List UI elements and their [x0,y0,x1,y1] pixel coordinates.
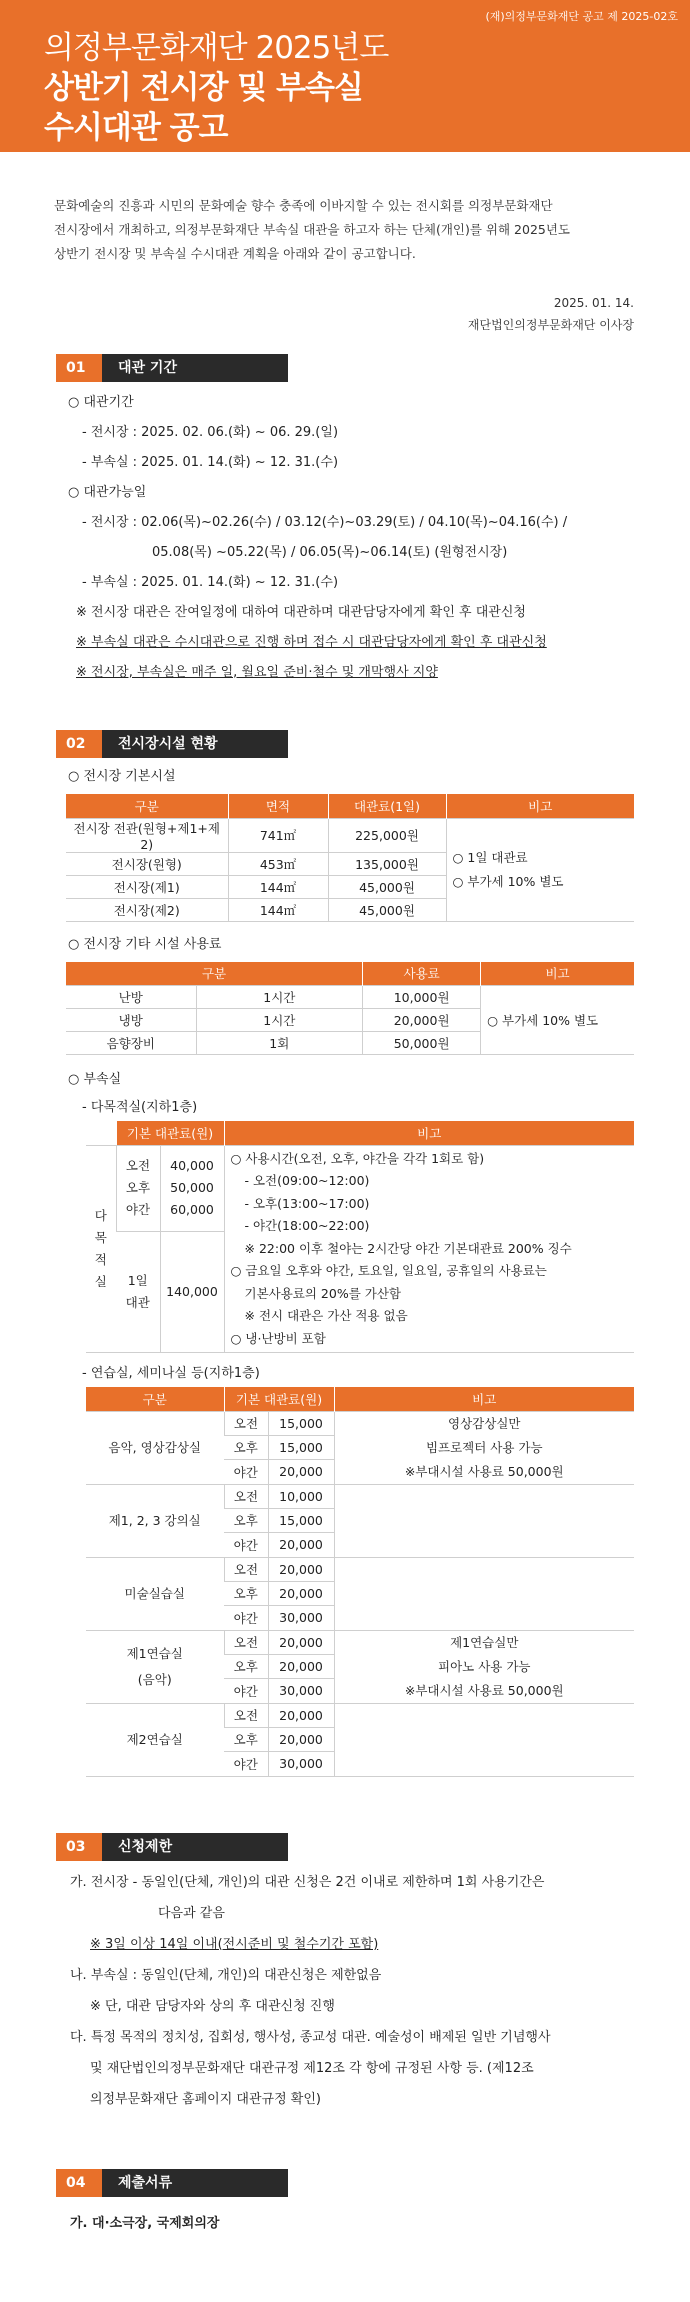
price-cell: 20,000 [268,1581,334,1605]
remark: 피아노 사용 가능 [438,1658,531,1674]
slot-cell: 야간 [224,1606,268,1630]
intro-paragraph [0,152,690,266]
note-line: ※ 전시장 대관은 잔여일정에 대하여 대관하며 대관담당자에게 확인 후 대관신청 [76,605,526,620]
remarks-cell [334,1630,634,1703]
text-line: 및 재단법인의정부문화재단 대관규정 제12조 각 항에 규정된 사항 등. (제12조 [90,2060,534,2076]
slot-cell: 오전 [224,1484,268,1508]
remarks-cell [224,1145,634,1353]
slot: 오전 [125,1158,151,1174]
text-line: 가. 전시장 - 동일인(단체, 개인)의 대관 신청은 2건 이내로 제한하며 1회 사용기간은 [70,1874,545,1890]
table-row [86,1557,634,1581]
remark: ※ 22:00 이후 철야는 2시간당 야간 기본대관료 200% 징수 [244,1240,572,1256]
cell: 50,000원 [363,1032,481,1055]
th: 비고 [224,1121,634,1145]
remarks-cell [334,1411,634,1484]
price-cell: 20,000 [268,1654,334,1678]
subsection-title: ○ 부속실 [68,1072,122,1087]
room-name: 음악, 영상감상실 [108,1439,201,1455]
remark [339,1558,631,1582]
price-cell: 20,000 [268,1533,334,1557]
remarks-cell [446,818,634,921]
room-name: 제1, 2, 3 강의실 [108,1512,201,1528]
multipurpose-room-table [86,1121,634,1353]
cell: 453㎡ [228,852,328,875]
room-name: 제2연습실 [126,1731,183,1747]
cell: 전시장 전관(원형+제1+제2) [66,818,228,852]
cell: 135,000원 [328,852,446,875]
text-line: 가. 대·소극장, 국제회의장 [70,2215,220,2231]
price-cell: 20,000 [268,1630,334,1654]
remark: ○ 금요일 오후와 야간, 토요일, 일요일, 공휴일의 사용료는 [230,1263,547,1278]
cell: 741㎡ [228,818,328,852]
cell: 난방 [66,986,196,1009]
practice-room-table [86,1387,634,1777]
title-line-3: 수시대관 공고 [44,110,228,146]
cell: 음향장비 [66,1032,196,1055]
char: 적 [94,1251,107,1267]
cell: 20,000원 [363,1009,481,1032]
section-number: 01 [56,354,102,382]
exhibition-basic-table [66,794,634,922]
subsection-title: ○ 전시장 기본시설 [68,769,176,784]
slot-cell: 오후 [224,1508,268,1532]
subsection-title: - 다목적실(지하1층) [82,1100,198,1115]
text-line: ○ 대관가능일 [68,485,147,500]
th: 구분 [86,1387,224,1411]
char: 목 [94,1229,107,1245]
price-cell: 20,000 [268,1557,334,1581]
intro-line: 상반기 전시장 및 부속실 수시대관 계획을 아래와 같이 공고합니다. [54,246,416,261]
text-line: 05.08(목) ~05.22(목) / 06.05(목)~06.14(토) (원형전시장) [152,545,508,560]
title-line-1: 의정부문화재단 2025년도 [44,30,389,66]
remark: ○ 사용시간(오전, 오후, 야간을 각각 1회로 함) [230,1150,485,1166]
cell: 1시간 [196,986,363,1009]
slot-cell [116,1231,160,1352]
slot-cell: 오후 [224,1654,268,1678]
cell: 전시장(원형) [66,852,228,875]
slot-cell: 오전 [224,1411,268,1435]
slot: 야간 [125,1202,151,1218]
slot-cell: 야간 [224,1533,268,1557]
section-3-header [56,1833,690,1861]
th: 비고 [334,1387,634,1411]
subsection-title: ○ 전시장 기타 시설 사용료 [68,936,222,952]
th-blank [86,1121,116,1145]
text-line: ○ 대관기간 [68,395,134,410]
slot: 오후 [125,1180,151,1196]
day-label: 대관 [125,1294,150,1310]
remark: ※부대시설 사용료 50,000원 [404,1463,564,1479]
remark: 제1연습실만 [450,1634,519,1650]
price-cell: 15,000 [268,1435,334,1459]
th: 기본 대관료(원) [224,1387,334,1411]
exhibition-extra-table [66,962,634,1056]
room-name: 미술실습실 [124,1585,185,1601]
day-label: 1일 [127,1272,148,1288]
slot-cell: 오전 [224,1557,268,1581]
th: 비고 [446,794,634,818]
text-line: 다음과 같음 [158,1905,225,1921]
th: 사용료 [363,962,481,986]
remark [339,1752,631,1776]
price-cell: 15,000 [268,1411,334,1435]
remark: ※부대시설 사용료 50,000원 [404,1682,564,1698]
section-title: 제출서류 [102,2169,288,2197]
remarks-cell [334,1557,634,1630]
slot-cell: 오후 [224,1727,268,1751]
text-line: 의정부문화재단 홈페이지 대관규정 확인) [90,2091,321,2107]
intro-line: 문화예술의 진흥과 시민의 문화예술 향수 충족에 이바지할 수 있는 전시회를 의정부문화재단 [54,198,553,213]
remark: - 오전(09:00~12:00) [244,1173,370,1188]
section-1-header [56,354,690,382]
section-title: 대관 기간 [102,354,288,382]
slot-cell: 오전 [224,1703,268,1727]
text-line: - 부속실 : 2025. 01. 14.(화) ~ 12. 31.(수) [82,455,339,470]
section-1-body [0,382,690,688]
char: 다 [94,1207,107,1223]
text-line: 다. 특정 목적의 정치성, 집회성, 행사성, 종교성 대관. 예술성이 배제된 일반 기념행사 [70,2029,551,2045]
price: 60,000 [170,1202,214,1218]
cell: 10,000원 [363,986,481,1009]
room-name-cell [86,1484,224,1557]
remark [339,1728,631,1752]
subsection-title: - 연습실, 세미나실 등(지하1층) [82,1366,260,1381]
note-line: ※ 단, 대관 담당자와 상의 후 대관신청 진행 [90,1998,335,2014]
remarks-cell [334,1484,634,1557]
th: 비고 [481,962,634,986]
cell: 45,000원 [328,875,446,898]
table-row [66,818,634,852]
slot-cell: 야간 [224,1679,268,1703]
th: 면적 [228,794,328,818]
remark: 영상감상실만 [448,1415,521,1431]
issuer: 재단법인의정부문화재단 이사장 [467,318,634,332]
price-cell: 140,000 [160,1231,224,1352]
slot-cell: 야간 [224,1752,268,1776]
slot-cell: 오후 [224,1581,268,1605]
cell: 1시간 [196,1009,363,1032]
section-number: 03 [56,1833,102,1861]
section-number: 02 [56,730,102,758]
section-title: 전시장시설 현황 [102,730,288,758]
slot-cell: 오후 [224,1435,268,1459]
remark: 빔프로젝터 사용 가능 [425,1439,543,1455]
remarks-cell: ○ 부가세 10% 별도 [481,986,634,1055]
price: 40,000 [170,1158,214,1174]
intro-line: 전시장에서 개최하고, 의정부문화재단 부속실 대관을 하고자 하는 단체(개인)를 위해 2025년도 [54,222,571,237]
cell: 225,000원 [328,818,446,852]
room-name-cell [86,1557,224,1630]
price-cell: 20,000 [268,1727,334,1751]
slot-cell: 오전 [224,1630,268,1654]
room-name: 제1연습실 [126,1645,183,1661]
th: 대관료(1일) [328,794,446,818]
remark: ○ 부가세 10% 별도 [452,873,564,889]
slot-cell: 야간 [224,1460,268,1484]
note-line: ※ 3일 이상 14일 이내(전시준비 및 철수기간 포함) [90,1936,379,1952]
note-line: ※ 부속실 대관은 수시대관으로 진행 하며 접수 시 대관담당자에게 확인 후 대관신청 [76,635,547,650]
section-4-header [56,2169,690,2197]
table-row [86,1411,634,1435]
th: 구분 [66,962,363,986]
char: 실 [94,1273,107,1289]
remark [339,1606,631,1630]
price-cell: 20,000 [268,1703,334,1727]
remark: 기본사용료의 20%를 가산함 [244,1285,401,1301]
note-line: ※ 전시장, 부속실은 매주 일, 월요일 준비·철수 및 개막행사 지양 [76,665,438,680]
room-name-cell [86,1411,224,1484]
doc-number: (재)의정부문화재단 공고 제 2025-02호 [485,10,678,23]
price-cell: 10,000 [268,1484,334,1508]
room-name-cell [86,1630,224,1703]
cell: 전시장(제2) [66,898,228,921]
slot-cell [116,1145,160,1231]
cell: 전시장(제1) [66,875,228,898]
title-line-2: 상반기 전시장 및 부속실 [44,70,363,106]
date-block [0,266,690,336]
table-row [86,1484,634,1508]
remark: ※ 전시 대관은 가산 적용 없음 [244,1308,408,1323]
section-title: 신청제한 [102,1833,288,1861]
table-row [86,1703,634,1727]
price: 50,000 [170,1180,214,1196]
remark: - 야간(18:00~22:00) [244,1218,370,1233]
header-banner [0,0,690,152]
text-line: - 전시장 : 02.06(목)~02.26(수) / 03.12(수)~03.29(토) / 04.10(목)~04.16(수) / [82,515,568,530]
text-line: - 부속실 : 2025. 01. 14.(화) ~ 12. 31.(수) [82,575,339,590]
announcement-date: 2025. 01. 14. [553,296,634,310]
remark [339,1582,631,1606]
remark [339,1509,631,1533]
price-cell: 15,000 [268,1508,334,1532]
cell: 144㎡ [228,898,328,921]
cell: 냉방 [66,1009,196,1032]
text-line: - 전시장 : 2025. 02. 06.(화) ~ 06. 29.(일) [82,425,339,440]
price-cell: 30,000 [268,1606,334,1630]
room-name-cell [86,1703,224,1776]
table-row [86,1630,634,1654]
room-name-sub: (음악) [137,1671,172,1687]
th: 구분 [66,794,228,818]
remarks-cell [334,1703,634,1776]
cell: 1회 [196,1032,363,1055]
remark: - 오후(13:00~17:00) [244,1195,370,1211]
price-cell: 20,000 [268,1460,334,1484]
table-row [86,1145,634,1231]
remark: ○ 냉·난방비 포함 [230,1330,326,1346]
remark [339,1533,631,1557]
remark [339,1704,631,1728]
section-number: 04 [56,2169,102,2197]
th: 기본 대관료(원) [116,1121,224,1145]
price-cell: 30,000 [268,1679,334,1703]
cell: 45,000원 [328,898,446,921]
cell: 144㎡ [228,875,328,898]
section-2-header [56,730,690,758]
section-3-body [0,1861,690,2115]
remark: ○ 1일 대관료 [452,849,528,865]
price-cell [160,1145,224,1231]
remark [339,1485,631,1509]
text-line: 나. 부속실 : 동일인(단체, 개인)의 대관신청은 제한없음 [70,1967,382,1983]
table-row [66,986,634,1009]
price-cell: 30,000 [268,1752,334,1776]
row-head-cell [86,1145,116,1353]
